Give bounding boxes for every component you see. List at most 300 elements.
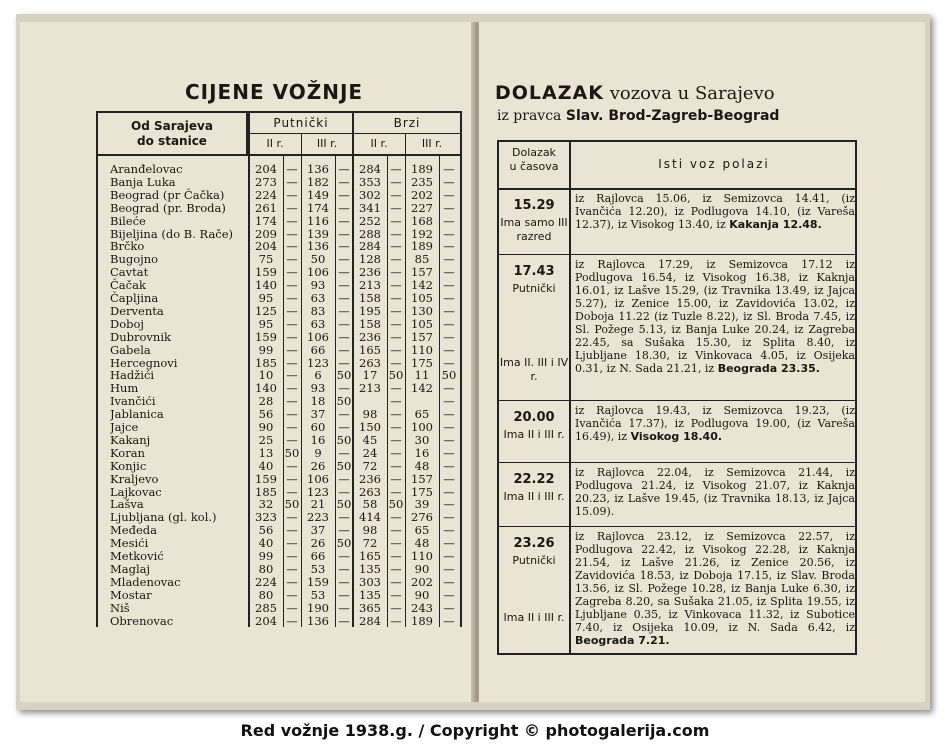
departure-origin-bold: Beograda 7.21. xyxy=(575,634,670,647)
fare-para: — xyxy=(338,407,350,422)
fare-para: — xyxy=(443,213,455,228)
station-name: Beograd (pr Čačka) xyxy=(110,187,225,202)
departure-stations-text: iz Rajlovca 23.12, iz Semizovca 22.57, iz Podlugova 22.42, iz Visokog 22.28, iz Kaknja 21.54, iz Lašve 21.26, iz Zenice 20.56, iz Zavidovića 18.53, iz Doboja 17.15, iz Slav. Broda 13.56, iz Sl. Požege 10.28, iz Banja Luke 6.30, iz Zagreba 8.20, sa Sušaka 21.05, iz Splita 19.55, iz Ljubljane 0.35, iz Vinkovaca 11.32, iz Subotice 7.40, iz Osijeka 10.09, iz N. Sada 6.42, iz xyxy=(575,530,855,634)
fare-para: — xyxy=(286,329,298,344)
station-name: Čapljina xyxy=(110,291,159,305)
arrival-row xyxy=(499,462,855,527)
fare-para: — xyxy=(286,613,298,628)
fare-dinars: 90 xyxy=(258,420,274,434)
station-name: Lašva xyxy=(110,497,144,512)
fare-para: — xyxy=(390,381,402,396)
fare-para: — xyxy=(443,420,455,434)
photo-caption: Red vožnje 1938.g. / Copyright © photogalerija.com xyxy=(240,721,710,740)
station-name: Dubrovnik xyxy=(110,329,171,344)
fare-para: 50 xyxy=(441,368,457,383)
departure-stations xyxy=(575,466,855,518)
fare-dinars: 209 xyxy=(255,226,277,241)
fare-dinars: 284 xyxy=(359,162,381,176)
subtitle-prefix: iz pravca xyxy=(497,108,562,124)
fares-title: CIJENE VOŽNJE xyxy=(185,80,364,104)
fare-dinars: 236 xyxy=(359,471,381,486)
departure-origin-bold: Beograda 23.35. xyxy=(717,362,820,375)
fare-dinars: 263 xyxy=(359,355,381,370)
fare-dinars: 45 xyxy=(362,432,378,447)
fare-dinars: 80 xyxy=(258,561,274,576)
fare-dinars: 157 xyxy=(411,329,433,344)
fare-para: — xyxy=(443,355,455,370)
fare-dinars: 224 xyxy=(255,574,277,589)
fare-dinars: 56 xyxy=(258,523,274,538)
fare-dinars: 185 xyxy=(255,484,277,499)
arrival-time: 23.26 xyxy=(513,536,555,551)
fare-dinars: 136 xyxy=(307,239,329,254)
fare-dinars: 26 xyxy=(310,536,326,551)
station-name: Bijeljina (do B. Rače) xyxy=(110,226,234,241)
fare-para: — xyxy=(390,226,402,241)
fare-para: — xyxy=(390,432,402,447)
fare-dinars: 135 xyxy=(359,561,381,576)
fare-dinars: 90 xyxy=(414,561,430,576)
fare-para: — xyxy=(286,510,298,525)
train-class: Putnički xyxy=(512,554,556,567)
fare-para: — xyxy=(443,407,455,422)
fare-para: — xyxy=(390,407,402,422)
fare-dinars: 106 xyxy=(307,329,329,344)
departure-stations-text: iz Rajlovca 17.29, iz Semizovca 17.12 iz Podlugova 16.54, iz Visokog 16.38, iz Kaknja 16.01, iz Lašve 15.29, (iz Travnika 13.49, iz Jajca 5.27), iz Zenice 15.00, iz Zavidovića 13.02, iz Doboja 11.22 (iz Tuzle 8.22), iz Sl. Broda 7.45, iz Sl. Požege 5.13, iz Banja Luke 20.24, iz Zagreba 22.45, sa Sušaka 15.30, iz Splita 8.40, iz Ljubljane 18.30, iz Vinkovaca 4.05, iz Osijeka 0.31, iz N. Sada 21.21, iz xyxy=(575,258,855,375)
fare-dinars: 80 xyxy=(258,587,274,602)
fare-dinars: 263 xyxy=(359,484,381,499)
fare-dinars: 48 xyxy=(414,536,430,551)
fare-para: — xyxy=(390,471,402,486)
fare-dinars: 95 xyxy=(258,316,274,331)
fare-dinars: 353 xyxy=(359,174,381,189)
fare-dinars: 13 xyxy=(258,445,274,460)
fare-para: — xyxy=(390,536,402,551)
fare-dinars: 99 xyxy=(258,549,274,563)
fare-row xyxy=(98,614,460,629)
fare-para: — xyxy=(443,445,455,460)
fare-dinars: 136 xyxy=(307,162,329,176)
putnicki-class-iii: III r. xyxy=(316,137,338,150)
fare-para: — xyxy=(443,484,455,499)
arrival-row xyxy=(499,526,855,655)
fare-para: — xyxy=(286,252,298,267)
fare-dinars: 159 xyxy=(255,471,277,486)
arrival-time-header xyxy=(499,146,569,174)
fare-dinars: 273 xyxy=(255,174,277,189)
fare-dinars: 17 xyxy=(362,368,378,383)
fare-para: 50 xyxy=(336,432,352,447)
arrival-time-header-line2: u časova xyxy=(509,160,559,173)
departs-header: Isti voz polazi xyxy=(658,157,770,171)
station-name: Maglaj xyxy=(110,561,151,576)
departure-stations xyxy=(575,192,855,231)
fare-dinars: 123 xyxy=(307,484,329,499)
fare-dinars: 21 xyxy=(310,497,326,512)
fare-para: — xyxy=(338,342,350,357)
fare-para: — xyxy=(390,174,402,189)
arrivals-title-bold: DOLAZAK xyxy=(495,82,604,104)
fare-dinars: 189 xyxy=(411,162,433,176)
train-class-detail: Ima II. III i IV r. xyxy=(499,356,569,383)
fare-dinars: 48 xyxy=(414,458,430,473)
from-header-line1: Od Sarajeva xyxy=(131,119,213,133)
fare-dinars: 66 xyxy=(310,342,326,357)
fare-para: — xyxy=(390,587,402,602)
fare-para: — xyxy=(286,561,298,576)
fare-para: — xyxy=(443,613,455,628)
fare-dinars: 106 xyxy=(307,265,329,280)
fare-para: — xyxy=(443,226,455,241)
fare-dinars: 26 xyxy=(310,458,326,473)
fare-dinars: 93 xyxy=(310,381,326,396)
fare-para: — xyxy=(338,381,350,396)
fare-para: — xyxy=(390,329,402,344)
fare-para: — xyxy=(286,291,298,305)
fare-dinars: 98 xyxy=(362,407,378,422)
fare-para: — xyxy=(443,174,455,189)
station-name: Mesići xyxy=(110,536,149,551)
fare-para: 50 xyxy=(336,497,352,512)
fare-dinars: 32 xyxy=(258,497,274,512)
fare-dinars: 236 xyxy=(359,265,381,280)
departure-stations xyxy=(575,258,855,375)
fare-dinars: 195 xyxy=(359,303,381,318)
arrival-time: 17.43 xyxy=(513,264,555,279)
fare-para: — xyxy=(286,239,298,254)
arrival-row xyxy=(499,254,855,401)
fare-para: — xyxy=(338,174,350,189)
fare-para: — xyxy=(338,471,350,486)
fare-dinars: 99 xyxy=(258,342,274,357)
fare-para: — xyxy=(286,162,298,176)
fare-para: — xyxy=(286,381,298,396)
fare-para: — xyxy=(338,420,350,434)
fare-dinars: 227 xyxy=(411,200,433,215)
fare-para: — xyxy=(443,239,455,254)
fare-para: — xyxy=(338,291,350,305)
fare-para: — xyxy=(286,471,298,486)
train-class-detail: Ima II i III r. xyxy=(503,611,565,624)
fare-dinars: 63 xyxy=(310,316,326,331)
fare-para: — xyxy=(443,291,455,305)
fare-para: — xyxy=(390,445,402,460)
station-name: Cavtat xyxy=(110,265,149,280)
fare-para: — xyxy=(390,484,402,499)
fare-dinars: 75 xyxy=(258,252,274,267)
fare-para: — xyxy=(338,587,350,602)
fare-dinars: 72 xyxy=(362,458,378,473)
fare-dinars: 174 xyxy=(307,200,329,215)
fare-dinars: 175 xyxy=(411,355,433,370)
fare-dinars: 202 xyxy=(411,574,433,589)
fare-para: — xyxy=(286,226,298,241)
fare-para: — xyxy=(338,600,350,615)
fare-para: — xyxy=(338,355,350,370)
arrival-row xyxy=(499,400,855,463)
station-name: Međeda xyxy=(110,523,157,538)
arrival-time-header-line1: Dolazak xyxy=(512,146,556,159)
fare-dinars: 189 xyxy=(411,239,433,254)
fare-para: 50 xyxy=(336,368,352,383)
fare-para: — xyxy=(286,316,298,331)
station-name: Bileće xyxy=(110,213,146,228)
fare-dinars: 159 xyxy=(307,574,329,589)
fare-dinars: 136 xyxy=(307,613,329,628)
fare-dinars: 285 xyxy=(255,600,277,615)
fare-dinars: 60 xyxy=(310,420,326,434)
fare-dinars: 158 xyxy=(359,291,381,305)
fare-para: — xyxy=(338,613,350,628)
train-class: Putnički xyxy=(512,282,556,295)
from-header xyxy=(98,113,248,154)
station-name: Mostar xyxy=(110,587,152,602)
fare-para: — xyxy=(338,523,350,538)
fare-para: — xyxy=(338,484,350,499)
fare-para: — xyxy=(390,613,402,628)
fare-dinars: 204 xyxy=(255,613,277,628)
fare-dinars: 323 xyxy=(255,510,277,525)
station-name: Čačak xyxy=(110,278,146,293)
fare-para: — xyxy=(390,600,402,615)
station-name: Metković xyxy=(110,549,164,563)
fare-para: 50 xyxy=(336,458,352,473)
fare-para: — xyxy=(286,394,298,409)
fare-dinars: 40 xyxy=(258,458,274,473)
fare-para: — xyxy=(443,329,455,344)
fare-para: 50 xyxy=(284,445,300,460)
fare-para: — xyxy=(338,278,350,293)
station-name: Ivančići xyxy=(110,394,156,409)
fare-dinars: 142 xyxy=(411,278,433,293)
fare-para: — xyxy=(390,420,402,434)
fare-para: — xyxy=(443,600,455,615)
fare-dinars: 9 xyxy=(314,445,322,460)
fare-dinars: 53 xyxy=(310,587,326,602)
fare-para: — xyxy=(286,587,298,602)
putnicki-class-ii: II r. xyxy=(266,137,284,150)
fare-para: — xyxy=(286,187,298,202)
station-name: Hum xyxy=(110,381,139,396)
fare-dinars: 174 xyxy=(255,213,277,228)
arrival-time: 20.00 xyxy=(513,410,555,425)
station-name: Beograd (pr. Broda) xyxy=(110,200,226,215)
fare-para: — xyxy=(390,523,402,538)
fare-dinars: 98 xyxy=(362,523,378,538)
fare-para: — xyxy=(286,368,298,383)
fare-para: — xyxy=(286,458,298,473)
station-name: Mladenovac xyxy=(110,574,181,589)
fare-dinars: 11 xyxy=(414,368,430,383)
fare-dinars: 72 xyxy=(362,536,378,551)
station-name: Konjic xyxy=(110,458,147,473)
fare-dinars: 204 xyxy=(255,239,277,254)
fare-para: — xyxy=(286,174,298,189)
fare-dinars: 284 xyxy=(359,239,381,254)
fare-dinars: 140 xyxy=(255,381,277,396)
fare-para: — xyxy=(338,316,350,331)
fare-dinars: 116 xyxy=(307,213,329,228)
fare-dinars: 25 xyxy=(258,432,274,447)
fare-dinars: 341 xyxy=(359,200,381,215)
fare-dinars: 165 xyxy=(359,342,381,357)
station-name: Niš xyxy=(110,600,130,615)
fare-dinars: 414 xyxy=(359,510,381,525)
fare-para: — xyxy=(443,278,455,293)
fare-para: — xyxy=(338,200,350,215)
fare-para: — xyxy=(390,574,402,589)
brzi-header: Brzi xyxy=(354,113,460,134)
fare-dinars: 30 xyxy=(414,432,430,447)
fare-para: — xyxy=(443,342,455,357)
fare-dinars: 83 xyxy=(310,303,326,318)
arrival-row xyxy=(499,188,855,255)
fare-dinars: 157 xyxy=(411,471,433,486)
station-name: Ljubljana (gl. kol.) xyxy=(110,510,217,525)
fare-dinars: 65 xyxy=(414,523,430,538)
fare-para: — xyxy=(338,574,350,589)
fare-dinars: 105 xyxy=(411,316,433,331)
fare-para: — xyxy=(338,561,350,576)
departure-stations-text: iz Rajlovca 15.06, iz Semizovca 14.41, (iz Ivančića 12.20), iz Podlugova 14.10, (iz Vareša 12.37), iz Visokog 13.40, iz xyxy=(575,192,855,231)
fare-dinars: 105 xyxy=(411,291,433,305)
fare-para: — xyxy=(443,316,455,331)
fare-dinars: 6 xyxy=(314,368,322,383)
fare-para: — xyxy=(390,291,402,305)
fare-para: — xyxy=(443,381,455,396)
station-name: Derventa xyxy=(110,303,164,318)
fare-dinars: 159 xyxy=(255,329,277,344)
fare-dinars: 106 xyxy=(307,471,329,486)
fare-dinars: 85 xyxy=(414,252,430,267)
fare-dinars: 365 xyxy=(359,600,381,615)
fare-para: — xyxy=(338,162,350,176)
fare-para: — xyxy=(443,200,455,215)
fare-para: — xyxy=(286,549,298,563)
putnicki-header: Putnički xyxy=(250,113,352,134)
fare-para: — xyxy=(443,187,455,202)
fare-para: — xyxy=(338,445,350,460)
fare-para: — xyxy=(338,252,350,267)
fare-para: 50 xyxy=(336,394,352,409)
train-class: Ima II i III r. xyxy=(503,490,565,503)
fare-dinars: 110 xyxy=(411,342,433,357)
fare-dinars: 28 xyxy=(258,394,274,409)
fare-dinars: 288 xyxy=(359,226,381,241)
station-name: Lajkovac xyxy=(110,484,162,499)
fare-para: — xyxy=(286,200,298,215)
fare-para: — xyxy=(390,252,402,267)
fare-para: — xyxy=(390,187,402,202)
station-name: Jablanica xyxy=(110,407,164,422)
fare-para: — xyxy=(338,187,350,202)
fare-para: 50 xyxy=(388,497,404,512)
fare-para: — xyxy=(338,549,350,563)
brzi-class-iii: III r. xyxy=(421,137,443,150)
fare-dinars: 202 xyxy=(411,187,433,202)
fare-dinars: 90 xyxy=(414,587,430,602)
fare-dinars: 40 xyxy=(258,536,274,551)
fare-para: — xyxy=(390,213,402,228)
fare-dinars: 235 xyxy=(411,174,433,189)
fare-dinars: 165 xyxy=(359,549,381,563)
brzi-class-ii: II r. xyxy=(370,137,388,150)
fare-dinars: 66 xyxy=(310,549,326,563)
arrivals-table xyxy=(497,140,857,655)
from-header-line2: do stanice xyxy=(137,134,207,148)
arrivals-subtitle xyxy=(497,108,779,124)
fare-dinars: 182 xyxy=(307,174,329,189)
fare-dinars: 142 xyxy=(411,381,433,396)
fare-dinars: 125 xyxy=(255,303,277,318)
fare-dinars: 128 xyxy=(359,252,381,267)
fare-dinars: 58 xyxy=(362,497,378,512)
station-name: Obrenovac xyxy=(110,613,174,628)
fare-para: — xyxy=(338,303,350,318)
fare-para: — xyxy=(286,355,298,370)
fare-para: — xyxy=(286,523,298,538)
fare-dinars: 56 xyxy=(258,407,274,422)
fare-para: — xyxy=(286,574,298,589)
fare-para: — xyxy=(443,536,455,551)
fare-dinars: 16 xyxy=(310,432,326,447)
fare-dinars: 110 xyxy=(411,549,433,563)
fare-dinars: 252 xyxy=(359,213,381,228)
fare-dinars: 243 xyxy=(411,600,433,615)
fare-dinars: 168 xyxy=(411,213,433,228)
fare-para: — xyxy=(390,239,402,254)
station-name: Brčko xyxy=(110,239,145,254)
fare-para: — xyxy=(390,394,402,409)
fare-para: — xyxy=(338,329,350,344)
fare-dinars: 53 xyxy=(310,561,326,576)
fare-para: — xyxy=(390,162,402,176)
fare-para: — xyxy=(286,265,298,280)
fare-para: — xyxy=(338,510,350,525)
fare-dinars: 37 xyxy=(310,407,326,422)
fare-dinars: 39 xyxy=(414,497,430,512)
fare-para: — xyxy=(390,278,402,293)
fare-dinars: 302 xyxy=(359,187,381,202)
fare-dinars: 139 xyxy=(307,226,329,241)
fare-dinars: 223 xyxy=(307,510,329,525)
fare-para: — xyxy=(338,239,350,254)
fare-dinars: 100 xyxy=(411,420,433,434)
station-name: Kakanj xyxy=(110,432,151,447)
fare-para: — xyxy=(443,432,455,447)
fares-table xyxy=(96,111,462,627)
fare-para: — xyxy=(443,458,455,473)
fare-para: — xyxy=(286,303,298,318)
fare-dinars: 284 xyxy=(359,613,381,628)
fare-dinars: 16 xyxy=(414,445,430,460)
arrivals-title xyxy=(495,82,775,104)
arrival-time: 15.29 xyxy=(513,198,555,213)
fare-para: — xyxy=(443,394,455,409)
fare-para: — xyxy=(390,510,402,525)
fare-dinars: 158 xyxy=(359,316,381,331)
fare-para: — xyxy=(390,549,402,563)
fare-dinars: 236 xyxy=(359,329,381,344)
fare-para: — xyxy=(390,265,402,280)
station-name: Hercegnovi xyxy=(110,355,178,370)
fare-dinars: 261 xyxy=(255,200,277,215)
arrivals-title-rest: vozova u Sarajevo xyxy=(609,83,775,104)
fare-dinars: 303 xyxy=(359,574,381,589)
fare-para: — xyxy=(443,471,455,486)
fare-dinars: 276 xyxy=(411,510,433,525)
fare-dinars: 95 xyxy=(258,291,274,305)
